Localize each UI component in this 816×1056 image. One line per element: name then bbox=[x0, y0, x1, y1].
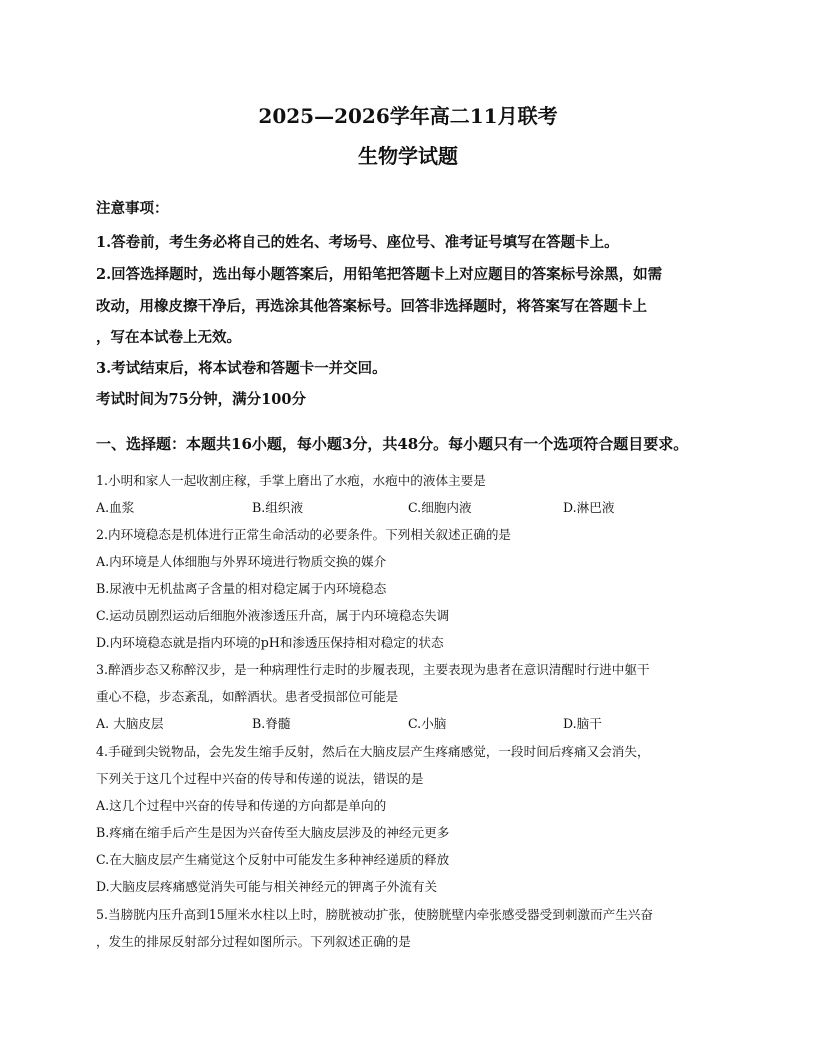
exam-time-note: 考试时间为75分钟，满分100分 bbox=[96, 391, 306, 408]
q2-option-a: A.内环境是人体细胞与外界环境进行物质交换的媒介 bbox=[96, 554, 387, 569]
q3-option-b: B.脊髓 bbox=[252, 716, 291, 731]
q3-stem-line-2: 重心不稳，步态紊乱，如醉酒状。患者受损部位可能是 bbox=[96, 689, 399, 704]
q1-option-b: B.组织液 bbox=[252, 500, 304, 515]
q2-option-d: D.内环境稳态就是指内环境的pH和渗透压保持相对稳定的状态 bbox=[96, 635, 444, 650]
q4-option-b: B.疼痛在缩手后产生是因为兴奋传至大脑皮层涉及的神经元更多 bbox=[96, 825, 450, 840]
q3-option-a: A. 大脑皮层 bbox=[96, 716, 164, 731]
q5-stem-line-2: ，发生的排尿反射部分过程如图所示。下列叙述正确的是 bbox=[96, 934, 411, 949]
q3-stem-line-1: 3.醉酒步态又称醉汉步，是一种病理性行走时的步履表现，主要表现为患者在意识清醒时行进中躯干 bbox=[96, 662, 650, 677]
q2-option-b: B.尿液中无机盐离子含量的相对稳定属于内环境稳态 bbox=[96, 581, 387, 596]
notice-heading: 注意事项： bbox=[96, 200, 169, 217]
q1-stem: 1.小明和家人一起收割庄稼，手掌上磨出了水疱，水疱中的液体主要是 bbox=[96, 473, 486, 488]
q4-option-c: C.在大脑皮层产生痛觉这个反射中可能发生多种神经递质的释放 bbox=[96, 852, 450, 867]
notice-item-1: 1.答卷前，考生务必将自己的姓名、考场号、座位号、准考证号填写在答题卡上。 bbox=[96, 234, 619, 251]
q4-option-a: A.这几个过程中兴奋的传导和传递的方向都是单向的 bbox=[96, 798, 387, 813]
q4-stem-line-1: 4.手碰到尖锐物品，会先发生缩手反射，然后在大脑皮层产生疼痛感觉，一段时间后疼痛又会消失， bbox=[96, 744, 650, 759]
q5-stem-line-1: 5.当膀胱内压升高到15厘米水柱以上时，膀胱被动扩张，使膀胱壁内牵张感受器受到刺激而产生兴奋 bbox=[96, 907, 653, 922]
notice-item-2-line-2: 改动，用橡皮擦干净后，再选涂其他答案标号。回答非选择题时，将答案写在答题卡上 bbox=[96, 298, 647, 315]
q4-stem-line-2: 下列关于这几个过程中兴奋的传导和传递的说法，错误的是 bbox=[96, 771, 424, 786]
exam-title: 2025—2026学年高二11月联考 bbox=[258, 104, 558, 128]
section-1-heading: 一、选择题：本题共16小题，每小题3分，共48分。每小题只有一个选项符合题目要求。 bbox=[96, 435, 689, 453]
notice-item-2-line-3: ，写在本试卷上无效。 bbox=[96, 329, 241, 346]
q4-option-d: D.大脑皮层疼痛感觉消失可能与相关神经元的钾离子外流有关 bbox=[96, 879, 438, 894]
notice-item-3: 3.考试结束后，将本试卷和答题卡一并交回。 bbox=[96, 360, 387, 377]
notice-item-2-line-1: 2.回答选择题时，选出每小题答案后，用铅笔把答题卡上对应题目的答案标号涂黑，如需 bbox=[96, 266, 663, 283]
exam-subtitle: 生物学试题 bbox=[358, 144, 458, 168]
q1-option-a: A.血浆 bbox=[96, 500, 135, 515]
q1-option-d: D.淋巴液 bbox=[563, 500, 615, 515]
q2-option-c: C.运动员剧烈运动后细胞外液渗透压升高，属于内环境稳态失调 bbox=[96, 608, 450, 623]
q1-option-c: C.细胞内液 bbox=[408, 500, 472, 515]
q3-option-d: D.脑干 bbox=[563, 716, 602, 731]
q2-stem: 2.内环境稳态是机体进行正常生命活动的必要条件。下列相关叙述正确的是 bbox=[96, 527, 512, 542]
q3-option-c: C.小脑 bbox=[408, 716, 447, 731]
